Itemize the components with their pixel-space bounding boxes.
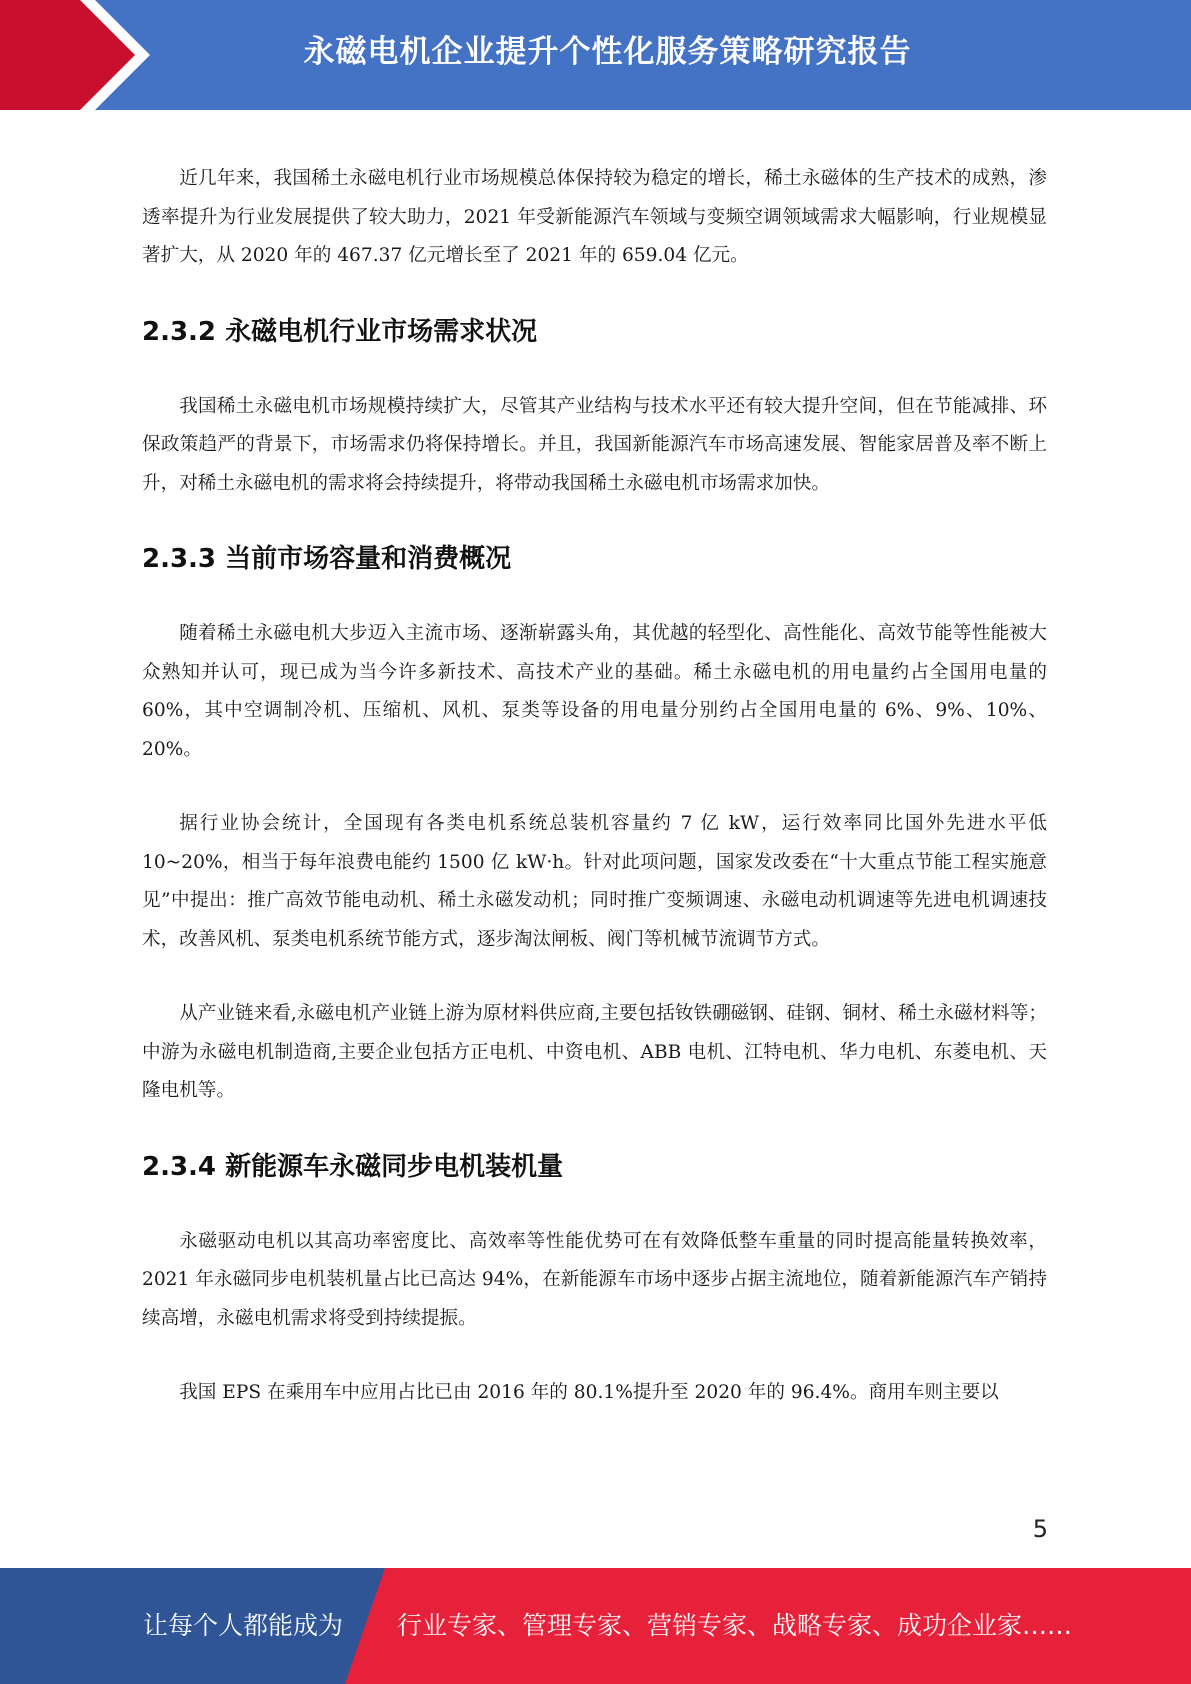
footer-slogan-left: 让每个人都能成为 xyxy=(143,1611,344,1640)
section-heading: 2.3.2 永磁电机行业市场需求状况 xyxy=(142,316,538,347)
paragraph: 我国 EPS 在乘用车中应用占比已由 2016 年的 80.1%提升至 2020 年的 96.4%。商用车则主要以 xyxy=(179,1382,999,1403)
report-title: 永磁电机企业提升个性化服务策略研究报告 xyxy=(303,34,912,70)
paragraph: 据行业协会统计，全国现有各类电机系统总装机容量约 7 亿 kW，运行效率同比国外先进水平低 10~20%，相当于每年浪费电能约 1500 亿 kW·h。针对此项问题，国家发改委在“十大重点节能工程实施意见”中提出：推广高效节能电动机、稀土永磁发动机；同时推广变频调速、永磁电动机调速等先进电机调速技术，改善风机、泵类电机系统节能方式，逐步淘汰闸板、阀门等机械节流调节方式。 xyxy=(142,813,1047,950)
page-number: 5 xyxy=(1032,1515,1048,1543)
section-heading: 2.3.4 新能源车永磁同步电机装机量 xyxy=(142,1151,564,1182)
paragraph: 随着稀土永磁电机大步迈入主流市场、逐渐崭露头角，其优越的轻型化、高性能化、高效节能等性能被大众熟知并认可，现已成为当今许多新技术、高技术产业的基础。稀土永磁电机的用电量约占全国用电量的 60%，其中空调制冷机、压缩机、风机、泵类等设备的用电量分别约占全国用电量的 6%、9%、10%、20%。 xyxy=(142,623,1047,760)
footer-slogan-right: 行业专家、管理专家、营销专家、战略专家、成功企业家…… xyxy=(397,1611,1073,1640)
section-heading: 2.3.3 当前市场容量和消费概况 xyxy=(142,544,512,574)
page-header xyxy=(0,0,1191,110)
paragraph: 近几年来，我国稀土永磁电机行业市场规模总体保持较为稳定的增长，稀土永磁体的生产技术的成熟，渗透率提升为行业发展提供了较大助力，2021 年受新能源汽车领域与变频空调领域需求大幅影响，行业规模显著扩大，从 2020 年的 467.37 亿元增长至了 2021 年的 659.04 亿元。 xyxy=(142,168,1047,266)
paragraph: 从产业链来看,永磁电机产业链上游为原材料供应商,主要包括钕铁硼磁钢、硅钢、铜材、稀土永磁材料等；中游为永磁电机制造商,主要企业包括方正电机、中资电机、ABB 电机、江特电机、华力电机、东菱电机、天隆电机等。 xyxy=(142,1003,1047,1101)
document-body xyxy=(142,160,1047,1449)
paragraph: 永磁驱动电机以其高功率密度比、高效率等性能优势可在有效降低整车重量的同时提高能量转换效率，2021 年永磁同步电机装机量占比已高达 94%，在新能源车市场中逐步占据主流地位，随着新能源汽车产销持续高增，永磁电机需求将受到持续提振。 xyxy=(142,1230,1047,1329)
page-footer xyxy=(0,1568,1191,1684)
paragraph: 我国稀土永磁电机市场规模持续扩大，尽管其产业结构与技术水平还有较大提升空间，但在节能减排、环保政策趋严的背景下，市场需求仍将保持增长。并且，我国新能源汽车市场高速发展、智能家居普及率不断上升，对稀土永磁电机的需求将会持续提升，将带动我国稀土永磁电机市场需求加快。 xyxy=(142,395,1047,494)
